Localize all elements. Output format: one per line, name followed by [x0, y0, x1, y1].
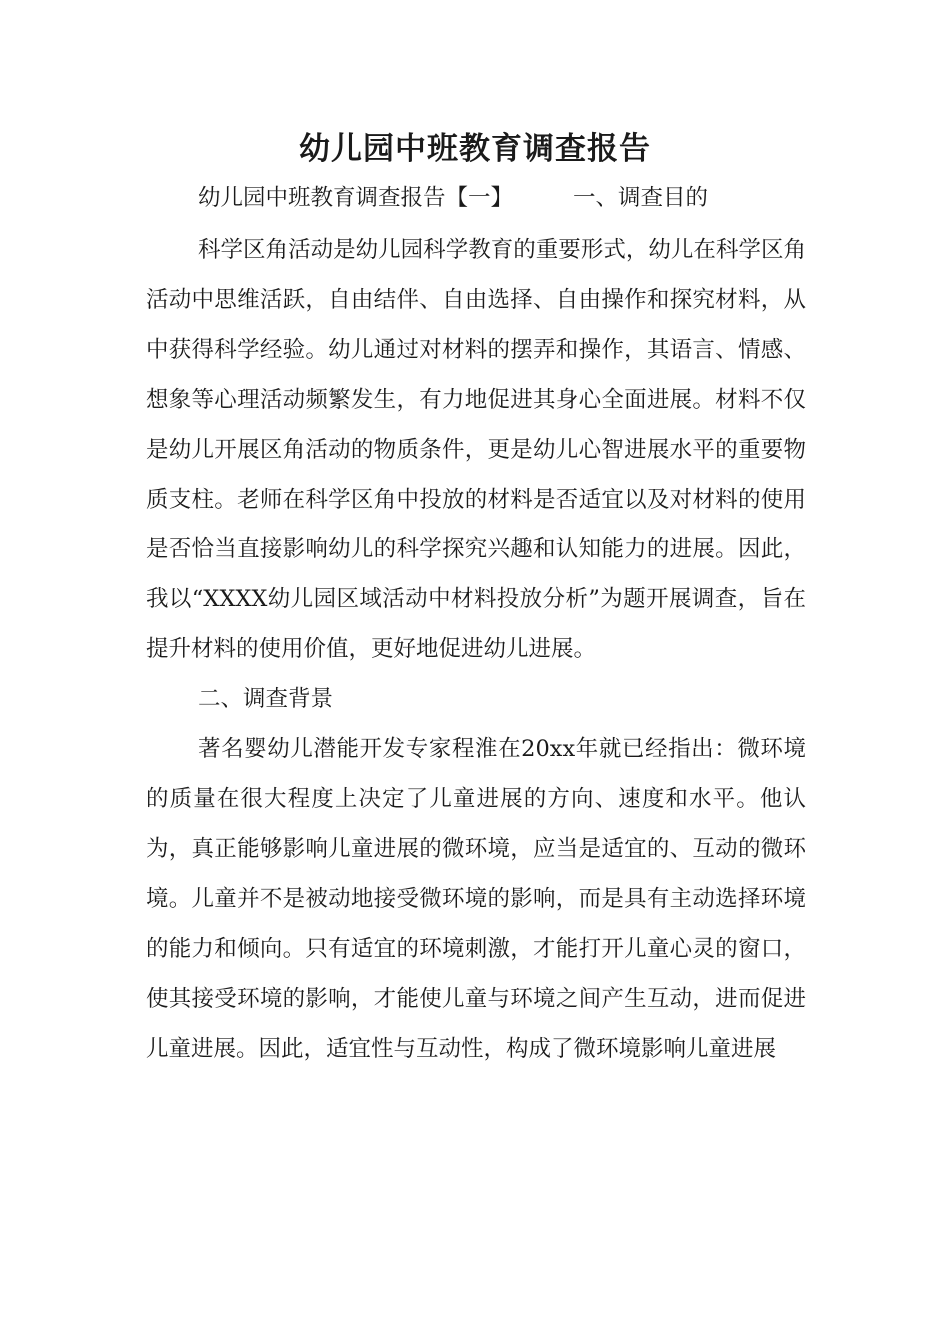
- document-body: [146, 226, 806, 1074]
- section-heading-background: 二、调查背景: [198, 686, 334, 713]
- subtitle-row: [198, 180, 838, 216]
- section-heading-purpose: 一、调查目的: [573, 185, 709, 211]
- paragraph-background: 著名婴幼儿潜能开发专家程淮在20xx年就已经指出：微环境的质量在很大程度上决定了儿童进展的方向、速度和水平。他认为，真正能够影响儿童进展的微环境，应当是适宜的、互动的微环境。儿童并不是被动地接受微环境的影响，而是具有主动选择环境的能力和倾向。只有适宜的环境刺激，才能打开儿童心灵的窗口，使其接受环境的影响，才能使儿童与环境之间产生互动，进而促进儿童进展。因此，适宜性与互动性，构成了微环境影响儿童进展: [146, 736, 806, 1062]
- document-title: 幼儿园中班教育调查报告: [299, 131, 651, 167]
- report-label: 幼儿园中班教育调查报告【一】: [198, 185, 514, 211]
- paragraph-purpose: 科学区角活动是幼儿园科学教育的重要形式，幼儿在科学区角活动中思维活跃，自由结伴、自由选择、自由操作和探究材料，从中获得科学经验。幼儿通过对材料的摆弄和操作，其语言、情感、想象等心理活动频繁发生，有力地促进其身心全面进展。材料不仅是幼儿开展区角活动的物质条件，更是幼儿心智进展水平的重要物质支柱。老师在科学区角中投放的材料是否适宜以及对材料的使用是否恰当直接影响幼儿的科学探究兴趣和认知能力的进展。因此，我以“XXXX幼儿园区域活动中材料投放分析”为题开展调查，旨在提升材料的使用价值，更好地促进幼儿进展。: [146, 237, 806, 663]
